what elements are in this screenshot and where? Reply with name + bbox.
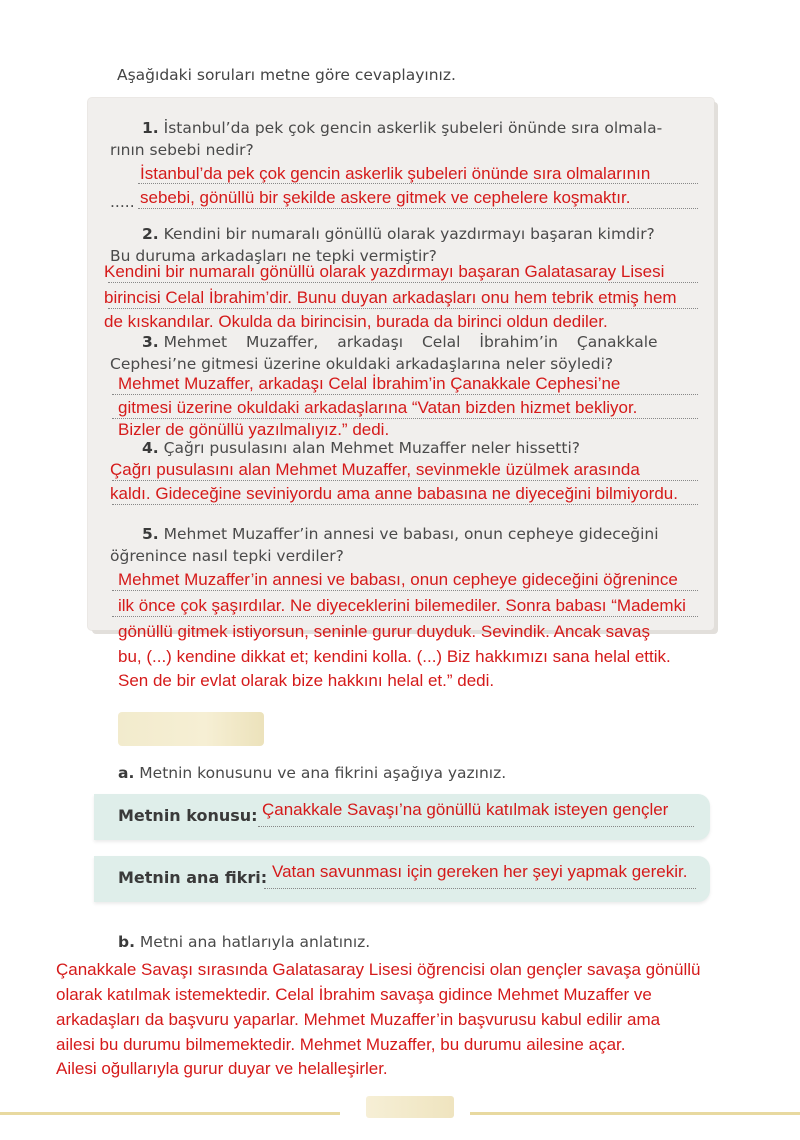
- answer-text: Bizler de gönüllü yazılmalıyız.” dedi.: [118, 420, 390, 439]
- topic-answer: Çanakkale Savaşı’na gönüllü katılmak isteyen gençler: [262, 800, 669, 819]
- part-letter: a.: [118, 764, 135, 782]
- answer-text: bu, (...) kendine dikkat et; kendini kolla. (...) Biz hakkımızı sana helal ettik.: [118, 647, 671, 666]
- instructions-heading: Aşağıdaki soruları metne göre cevaplayınız.: [117, 66, 456, 84]
- part-letter: b.: [118, 933, 135, 951]
- question-number: 4.: [142, 439, 159, 457]
- summary-answer: Ailesi oğullarıyla gurur duyar ve helalleşirler.: [56, 1059, 388, 1078]
- question-text: öğrenince nasıl tepki verdiler?: [110, 547, 344, 565]
- summary-answer: olarak katılmak istemektedir. Celal İbrahim savaşa gidince Mehmet Muzaffer ve: [56, 985, 652, 1004]
- answer-text: Mehmet Muzaffer’in annesi ve babası, onun cepheye gideceğini öğrenince: [118, 570, 678, 589]
- question-text: Kendini bir numaralı gönüllü olarak yazdırmayı başaran kimdir?: [163, 225, 655, 243]
- question-text: Çağrı pusulasını alan Mehmet Muzaffer neler hissetti?: [163, 439, 580, 457]
- main-idea-answer: Vatan savunması için gereken her şeyi yapmak gerekir.: [272, 862, 688, 881]
- question-text: Mehmet Muzaffer, arkadaşı Celal İbrahim’in Çanakkale: [163, 333, 658, 351]
- summary-answer: arkadaşları da başvuru yaparlar. Mehmet Muzaffer’in başvurusu kabul edilir ama: [56, 1010, 661, 1029]
- answer-text: gitmesi üzerine okuldaki arkadaşlarına “Vatan bizden hizmet bekliyor.: [118, 398, 638, 417]
- question-text: İstanbul’da pek çok gencin askerlik şubeleri önünde sıra olmala-: [163, 119, 663, 137]
- question-text: Cephesi’ne gitmesi üzerine okuldaki arkadaşlarına neler söyledi?: [110, 355, 614, 373]
- answer-text: gönüllü gitmek istiyorsun, seninle gurur duyduk. Sevindik. Ancak savaş: [118, 622, 651, 641]
- answer-text: İstanbul’da pek çok gencin askerlik şubeleri önünde sıra olmalarının: [140, 164, 651, 183]
- question-1: [142, 118, 662, 138]
- question-text: Bu duruma arkadaşları ne tepki vermiştir?: [110, 247, 437, 265]
- answer-text: birincisi Celal İbrahim’dir. Bunu duyan arkadaşları onu hem tebrik etmiş hem: [104, 288, 677, 307]
- answer-text: Kendini bir numaralı gönüllü olarak yazdırmayı başaran Galatasaray Lisesi: [104, 262, 665, 281]
- answer-line: [264, 888, 696, 889]
- footer-rule-right: [470, 1112, 800, 1115]
- section-tag: [118, 712, 264, 746]
- question-4: [142, 438, 580, 458]
- part-b-prompt: [118, 932, 370, 952]
- answer-text: sebebi, gönüllü bir şekilde askere gitmek ve cephelere koşmaktır.: [140, 188, 631, 207]
- footer-rule-left: [0, 1112, 340, 1115]
- prompt-text: Metni ana hatlarıyla anlatınız.: [139, 933, 371, 951]
- prompt-text: Metnin konusunu ve ana fikrini aşağıya yazınız.: [139, 764, 507, 782]
- answer-text: de kıskandılar. Okulda da birincisin, burada da birinci oldun dediler.: [104, 312, 608, 331]
- summary-answer: ailesi bu durumu bilmemektedir. Mehmet Muzaffer, bu durumu ailesine açar.: [56, 1035, 626, 1054]
- question-5: [142, 524, 659, 544]
- question-2: [142, 224, 655, 244]
- answer-text: Çağrı pusulasını alan Mehmet Muzaffer, sevinmekle üzülmek arasında: [110, 460, 640, 479]
- main-idea-label: Metnin ana fikri:: [118, 868, 268, 887]
- question-number: 1.: [142, 119, 159, 137]
- dots-lead: .....: [110, 193, 135, 211]
- answer-text: Sen de bir evlat olarak bize hakkını helal et.” dedi.: [118, 671, 495, 690]
- question-text: Mehmet Muzaffer’in annesi ve babası, onun cepheye gideceğini: [163, 525, 659, 543]
- answer-text: kaldı. Gideceğine seviniyordu ama anne babasına ne diyeceğini bilmiyordu.: [110, 484, 678, 503]
- answer-text: Mehmet Muzaffer, arkadaşı Celal İbrahim’in Çanakkale Cephesi’ne: [118, 374, 621, 393]
- page-number-tab: [366, 1096, 454, 1118]
- question-number: 2.: [142, 225, 159, 243]
- answer-text: ilk önce çok şaşırdılar. Ne diyeceklerini bilemediler. Sonra babası “Mademki: [118, 596, 686, 615]
- summary-answer: Çanakkale Savaşı sırasında Galatasaray Lisesi öğrencisi olan gençler savaşa gönüllü: [56, 960, 701, 979]
- question-number: 3.: [142, 333, 159, 351]
- part-a-prompt: [118, 763, 506, 783]
- question-3: [142, 332, 658, 352]
- question-number: 5.: [142, 525, 159, 543]
- topic-label: Metnin konusu:: [118, 806, 258, 825]
- question-text: rının sebebi nedir?: [110, 141, 254, 159]
- answer-line: [258, 826, 694, 827]
